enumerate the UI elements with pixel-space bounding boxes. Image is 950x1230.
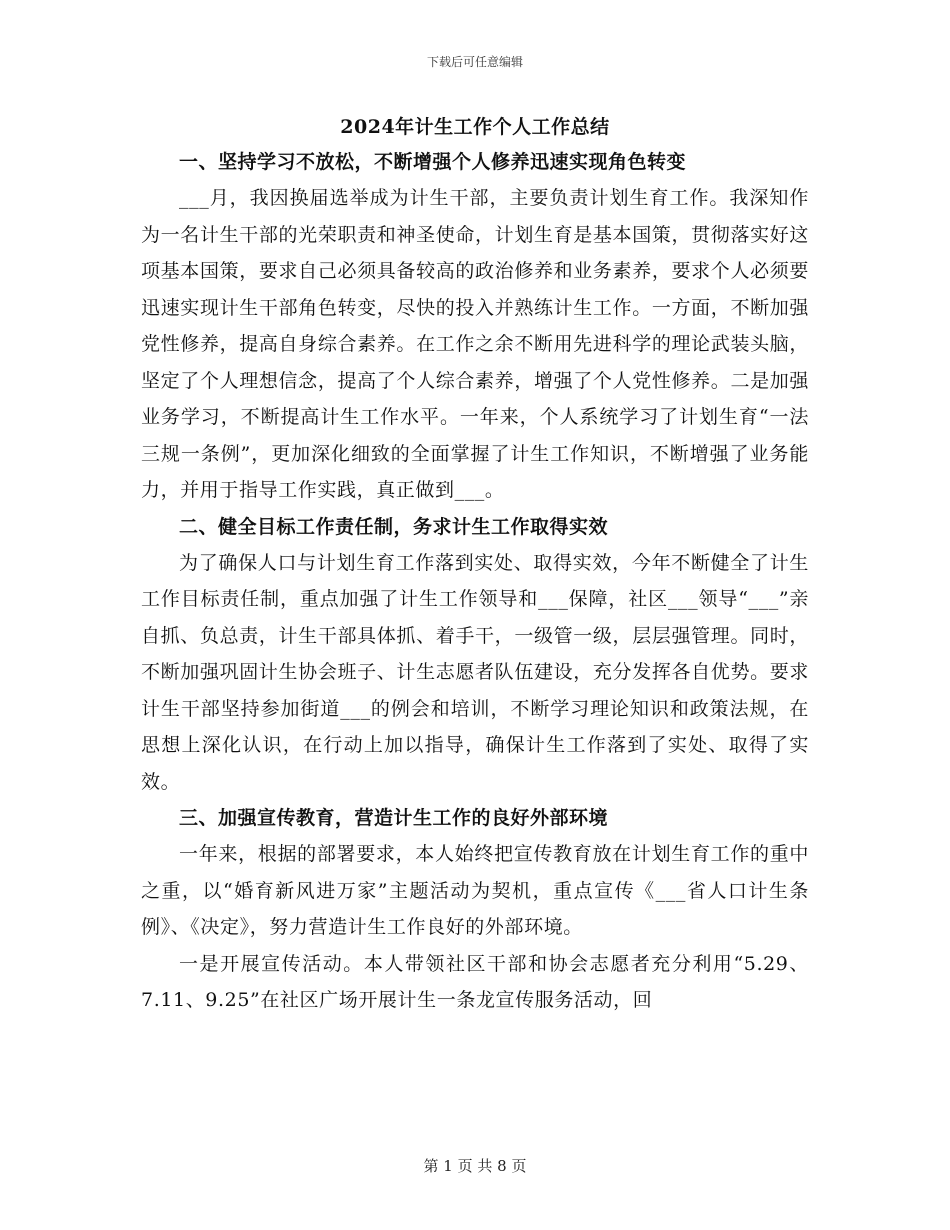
section-3-paragraph-1: 一年来，根据的部署要求，本人始终把宣传教育放在计划生育工作的重中之重，以“婚育新风进万家”主题活动为契机，重点宣传《___省人口计生条例》、《决定》，努力营造计生工作良好的外部环境。 [141,843,809,938]
page-number: 第 1 页 共 8 页 [423,1157,527,1175]
document-title: 2024年计生工作个人工作总结 [340,116,610,138]
section-3-paragraph-2: 一是开展宣传活动。本人带领社区干部和协会志愿者充分利用“5.29、7.11、9.25”在社区广场开展计生一条龙宣传服务活动，回 [141,952,809,1011]
section-2-paragraph-1: 为了确保人口与计划生育工作落到实处、取得实效，今年不断健全了计生工作目标责任制，重点加强了计生工作领导和___保障，社区___领导“___”亲自抓、负总责，计生干部具体抓、着手干，一级管一级，层层强管理。同时，不断加强巩固计生协会班子、计生志愿者队伍建设，充分发挥各自优势。要求计生干部坚持参加街道___的例会和培训，不断学习理论知识和政策法规，在思想上深化认识，在行动上加以指导，确保计生工作落到了实处、取得了实效。 [141,551,809,793]
section-1-paragraph-1: ___月，我因换届选举成为计生干部，主要负责计划生育工作。我深知作为一名计生干部的光荣职责和神圣使命，计划生育是基本国策，贯彻落实好这项基本国策，要求自己必须具备较高的政治修养和业务素养，要求个人必须要迅速实现计生干部角色转变，尽快的投入并熟练计生工作。一方面，不断加强党性修养，提高自身综合素养。在工作之余不断用先进科学的理论武装头脑，坚定了个人理想信念，提高了个人综合素养，增强了个人党性修养。二是加强业务学习，不断提高计生工作水平。一年来，个人系统学习了计划生育“一法三规一条例”，更加深化细致的全面掌握了计生工作知识，不断增强了业务能力，并用于指导工作实践，真正做到___。 [141,187,809,501]
section-1-heading: 一、坚持学习不放松，不断增强个人修养迅速实现角色转变 [179,151,687,173]
section-3-heading: 三、加强宣传教育，营造计生工作的良好外部环境 [179,807,609,829]
section-2-heading: 二、健全目标工作责任制，务求计生工作取得实效 [179,515,609,538]
document-body [141,110,809,1019]
header-note: 下载后可任意编辑 [426,55,523,69]
